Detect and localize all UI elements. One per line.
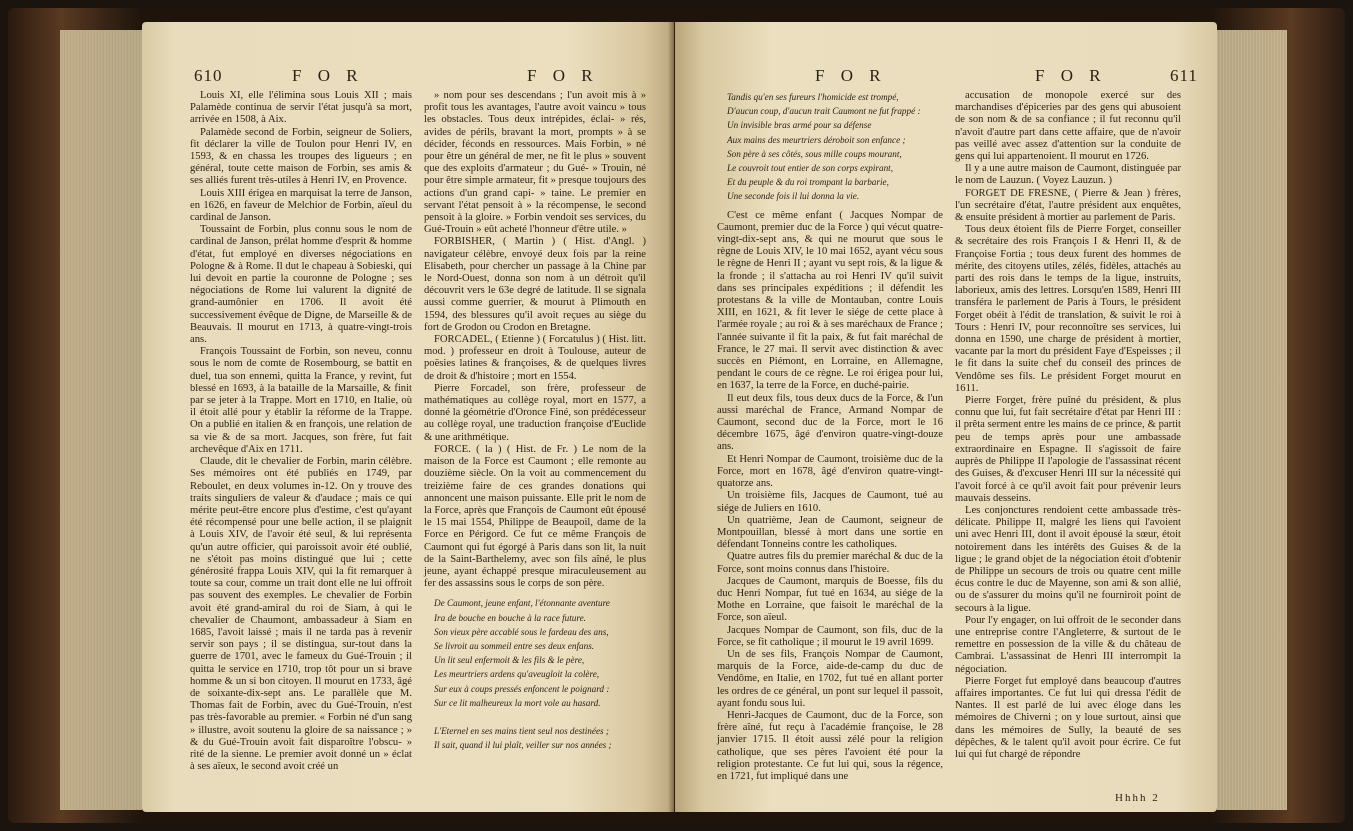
verse-line: Ira de bouche en bouche à la race future.: [434, 612, 586, 623]
paragraph: Henri-Jacques de Caumont, duc de la Force, son frère aîné, fut reçu à l'académie françoise, le 28 janvier 1715. Il étoit aussi zélé pour la religion catholique, que ses pères l'avoient été pour la religion protestante. Ce fut lui qui, sous la régence, en 1721, fut impliqué dans une: [717, 709, 943, 782]
right-head-word-2: F O R: [1035, 66, 1107, 85]
page-edges-left: [60, 30, 142, 810]
right-verse: [727, 90, 943, 204]
paragraph: Claude, dit le chevalier de Forbin, marin célèbre. Ses mémoires ont été publiés en 1749, par Reboulet, en deux volumes in-12. On y trouve des traits singuliers de valeur & d'audace ; mais ce qui mérite peut-être encore plus d'estime, c'est qu'ayant été récompensé pour une belle action, il se plaignit à Louis XIV, de l'avoir été seul, & lui représenta qu'un autre officier, qui paroissoit avoir été oublié, ne s'étoit pas moins distingué que lui ; cette générosité frappa Louis XIV, qui la fit remarquer à toute sa cour, comme un trait dont elle ne lui offroit pas souvent des exemples. Le chevalier de Forbin avoit été grand-amiral du roi de Siam, à qui le chevalier de Chaumont, ambassadeur à Siam en 1685, l'avoit laissé ; mais il ne tarda pas à revenir servir son pays ; il se distingua, sur-tout dans la guerre de 1701, avec le fameux du Gué-Trouin ; il quitta le service en 1710, trop tôt pour un si brave homme & un si bon citoyen. Il mourut en 1733, âgé de soixante-dix-sept ans. Le parallèle que M. Thomas fait de Forbin, avec du Gué-Trouin, n'est pas très-favorable au premier. « Forbin né d'un sang » illustre, avoit soutenu la gloire de sa naissance ; » & du Gué-Trouin avoit fait disparoître l'obscu- » rité de la sienne. Le premier avoit donné un » éclat à ses aïeux, le second avoit créé un: [190, 456, 412, 773]
right-column-1: [717, 90, 943, 804]
verse-line: Il sait, quand il lui plaît, veiller sur nos années ;: [434, 740, 612, 751]
paragraph: Les conjonctures rendoient cette ambassade très-délicate. Philippe II, malgré les liens qui l'avoient uni avec Henri III, dont il avoit épousé la sœur, étoit notoirement dans les intérêts des Guises & de la ligue ; le grand objet de la négociation étoit d'obtenir de Philippe un secours de trois ou quatre cent mille écus contre le duc de Mayenne, son ami & son allié, ou de s'assurer du moins qu'il ne fourniroit point de secours à la ligue.: [955, 504, 1181, 614]
paragraph: Pour l'y engager, on lui offroit de le seconder dans une entreprise contre l'Angleterre, & surtout de le remettre en possession de la ville & du château de Cambrai. L'assassinat de Henri III interrompit la négociation.: [955, 614, 1181, 675]
paragraph: C'est ce même enfant ( Jacques Nompar de Caumont, premier duc de la Force ) qui vécut quatre-vingt-dix-sept ans, & qui ne mourut que sous le règne de Louis XIV, le 10 mai 1652, ayant vécu sous le règne de Henri II ; ayant vu sept rois, & la ligue & la fronde ; il s'attacha au roi Henri IV qu'il suivit dans ses principales expéditions ; il défendit les protestans & la ville de Montauban, contre Louis XIII, en 1621, & fit lever le siége de cette place à l'armée royale ; au roi & à ses maréchaux de France ; l'année suivante il fit la paix, & fut fait maréchal de France, le 27 mai. Il servit avec distinction & avec succès en Piémont, en Lorraine, en Allemagne, pendant le cours de ce règne. Le roi érigea pour lui, en 1637, la terre de la Force, en duché-pairie.: [717, 209, 943, 392]
paragraph: François Toussaint de Forbin, son neveu, connu sous le nom de comte de Rosembourg, se battit en duel, tua son ennemi, quitta la France, y revint, fut blessé en 1693, à la bataille de la Marsaille, & finit par se jeter à la Trappe. Mort en 1710, en Italie, où il étoit allé pour y établir la réforme de la Trappe. On a publié en italien & en françois, une relation de sa vie & de sa mort. Jacques, son frère, fut fait archevêque d'Aix en 1711.: [190, 346, 412, 455]
left-column-2: [424, 90, 646, 804]
paragraph: Un troisième fils, Jacques de Caumont, tué au siége de Juliers en 1610.: [717, 490, 943, 514]
paragraph: Il y a une autre maison de Caumont, distinguée par le nom de Lauzun. ( Voyez Lauzun. ): [955, 163, 1181, 187]
paragraph: Un quatrième, Jean de Caumont, seigneur de Montpouillan, blessé à mort dans une sortie en défendant Tonneins contre les catholiques.: [717, 514, 943, 551]
left-page: [142, 22, 674, 812]
verse-line: De Caumont, jeune enfant, l'étonnante aventure: [434, 598, 610, 609]
paragraph: » nom pour ses descendans ; l'un avoit mis à » profit tous les avantages, l'autre avoit vaincu » tous les obstacles. Tous deux intrépides, éclai- » rés, avides de périls, bravant la mort, prompts » à se décider, féconds en ressources. Mais Forbin, » né pour être un général de mer, ne fit le plus » souvent que des exploits d'armateur ; du Gué- » Trouin, né pour être simple armateur, fit » presque toujours des actions d'un grand capi- » taine. Le premier en servant l'état pensoit à » la récompense, le second pensoit à la gloire. » Forbin vendoit ses services, du Gué-Trouin » eût acheté l'honneur d'être utile. »: [424, 90, 646, 236]
paragraph: FORGET DE FRESNE, ( Pierre & Jean ) frères, l'un secrétaire d'état, l'autre président aux enquêtes, & ensuite président à mortier au parlement de Paris.: [955, 187, 1181, 224]
verse-line: Aux mains des meurtriers déroboit son enfance ;: [727, 134, 906, 145]
right-page: [675, 22, 1217, 812]
verse-line: Se livroit au sommeil entre ses deux enfans.: [434, 640, 595, 651]
left-head-word-2: F O R: [527, 66, 599, 85]
paragraph: Louis XI, elle l'élimina sous Louis XII ; mais Palamède continua de servir l'état jusqu'à sa mort, arrivée en 1508, à Aix.: [190, 90, 412, 126]
verse-line: Un lit seul enfermoit & les fils & le père,: [434, 655, 585, 666]
paragraph: Quatre autres fils du premier maréchal & duc de la Force, sont moins connus dans l'histoire.: [717, 551, 943, 575]
verse-line: Sur ce lit malheureux la mort vole au hasard.: [434, 697, 601, 708]
verse-line: Et du peuple & du roi trompant la barbarie,: [727, 177, 889, 188]
left-head-word-1: F O R: [292, 66, 364, 85]
paragraph: Palamède second de Forbin, seigneur de Soliers, fit déclarer la ville de Toulon pour Henri IV, en 1593, & en chassa les troupes des ligueurs ; en général, toute cette maison de Forbin, ses amis & ses alliés furent très-utiles à Henri IV, en Provence.: [190, 126, 412, 187]
verse-line: Sur eux à coups pressés enfoncent le poignard :: [434, 683, 610, 694]
left-verse: [434, 596, 646, 752]
left-column-1: [190, 90, 412, 804]
left-page-number: 610: [194, 66, 223, 85]
page-edges-right: [1217, 30, 1287, 810]
verse-line: Un invisible bras armé pour sa défense: [727, 120, 872, 131]
paragraph: Un de ses fils, François Nompar de Caumont, marquis de la Force, aide-de-camp du duc de Vendôme, en Italie, en 1702, fut tué en allant porter les ordres de ce général, un pont sur lequel il passoit, ayant fondu sous lui.: [717, 648, 943, 709]
paragraph: Et Henri Nompar de Caumont, troisième duc de la Force, mort en 1678, âgé d'environ quatre-vingt-quatorze ans.: [717, 453, 943, 490]
paragraph: Tous deux étoient fils de Pierre Forget, conseiller & secrétaire des rois François I & Henri II, & de Françoise Fortia ; tous deux furent des hommes de mérite, des citoyens utiles, zélés, fidèles, attachés au parti des rois dans le temps de la ligue, instruits, laborieux, amis des lettres. Lorsqu'en 1589, Henri III transféra le parlement de Paris à Tours, le président Forget obéit à l'édit de translation, & suivit le roi à Tours : Henri IV, pour reconnoître ses services, lui donna en 1590, une charge de président à mortier, vacante par la mort du président Faye d'Espeisses ; il le fit dans la suite chef du conseil des princes de Vendôme ses fils. Le président Forget mourut en 1611.: [955, 224, 1181, 394]
paragraph: Pierre Forget, frère puîné du président, & plus connu que lui, fut fait secrétaire d'état par Henri III : il prêta serment entre les mains de ce prince, & partit peu de temps après pour une ambassade extraordinaire en Espagne. Il s'agissoit de faire auprès de Philippe II l'apologie de l'assassinat récent des Guises, & d'excuser Henri III sur la nécessité qui l'avoit forcé à ce qu'il avoit fait pour prévenir leurs mauvais desseins.: [955, 395, 1181, 504]
right-running-head: [675, 66, 1217, 92]
verse-line: Les meurtriers ardens qu'aveugloit la colère,: [434, 669, 600, 680]
signature-mark: Hhhh 2: [1115, 792, 1160, 804]
paragraph: Jacques de Caumont, marquis de Boesse, fils du duc Henri Nompar, fut tué en 1634, au siége de la Mothe en Lorraine, que faisoit le maréchal de la Force, son aïeul.: [717, 575, 943, 624]
paragraph: Pierre Forget fut employé dans beaucoup d'autres affaires importantes. Ce fut lui qui dressa l'édit de Nantes. Il est parlé de lui avec éloge dans les mémoires de Chiverni ; on y loue surtout, ainsi que dans les mémoires de Sully, la beauté de ses dépêches, & le talent qu'il avoit pour écrire. Ce fut lui qui fut chargé de répondre: [955, 675, 1181, 760]
verse-line: Une seconde fois il lui donna la vie.: [727, 191, 860, 202]
verse-line: Son père à ses côtés, sous mille coups mourant,: [727, 148, 902, 159]
paragraph: FORBISHER, ( Martin ) ( Hist. d'Angl. ) navigateur célèbre, envoyé deux fois par la reine Elisabeth, pour chercher un passage à la Chine par le Nord-Ouest, donna son nom à un détroit qu'il découvrit vers le 63e degré de latitude. Il se signala aussi comme guerrier, & mourut à Plimouth en 1594, des blessures qu'il avoit reçues au siège du fort de Grodon ou Crodon en Bretagne.: [424, 236, 646, 333]
paragraph: Jacques Nompar de Caumont, son fils, duc de la Force, se fit catholique ; il mourut le 19 avril 1699.: [717, 624, 943, 648]
paragraph: accusation de monopole exercé sur des marchandises d'épiceries par des gens qui abusoient de son nom & de sa confiance ; il fut reconnu qu'il n'avoit d'autre part dans cette affaire, que de n'avoir pas veillé avec assez d'attention sur la conduite de gens qui lui appartenoient. Il mourut en 1726.: [955, 90, 1181, 163]
paragraph: Pierre Forcadel, son frère, professeur de mathématiques au collège royal, mort en 1577, a donné la géométrie d'Oronce Finé, son prédécesseur au collège royal, une traduction françoise d'Euclide & une arithmétique.: [424, 382, 646, 443]
paragraph: Il eut deux fils, tous deux ducs de la Force, & l'un aussi maréchal de France, Armand Nompar de Caumont, second duc de la Force, mort le 16 décembre 1675, âgé d'environ quatre-vingt-douze ans.: [717, 392, 943, 453]
verse-line: Tandis qu'en ses fureurs l'homicide est trompé,: [727, 92, 899, 102]
verse-line: D'aucun coup, d'aucun trait Caumont ne fut frappé :: [727, 106, 921, 117]
paragraph: FORCADEL, ( Etienne ) ( Forcatulus ) ( Hist. litt. mod. ) professeur en droit à Toulouse, auteur de poësies latines & françoises, & de quelques livres de droit & d'histoire ; mort en 1554.: [424, 334, 646, 382]
verse-line: Son vieux père accablé sous le fardeau des ans,: [434, 626, 609, 637]
verse-line: L'Eternel en ses mains tient seul nos destinées ;: [434, 726, 609, 737]
right-head-word-1: F O R: [815, 66, 887, 85]
right-column-2: [955, 90, 1181, 790]
verse-line: [434, 710, 646, 724]
paragraph: Louis XIII érigea en marquisat la terre de Janson, en 1626, en faveur de Melchior de Forbin, aïeul du cardinal de Janson.: [190, 187, 412, 224]
right-page-number: 611: [1170, 66, 1198, 85]
left-running-head: [142, 66, 674, 92]
paragraph: FORCE. ( la ) ( Hist. de Fr. ) Le nom de la maison de la Force est Caumont ; elle remonte au douzième siècle. On la voit au commencement du treizième faire de ces grandes donations qui annoncent une maison puissante. Elle prit le nom de la Force, après que François de Caumont eût épousé le 15 mai 1554, Philippe de Beaupoil, dame de la Force en Périgord. Ce fut ce même François de Caumont qui fut égorgé à Paris dans son lit, la nuit de la Saint-Barthelemy, avec son fils aîné, le plus jeune, ayant échappé presque miraculeusement au fer des assassins sous le corps de son père.: [424, 443, 646, 590]
verse-line: Le couvroit tout entier de son corps expirant,: [727, 163, 894, 174]
paragraph: Toussaint de Forbin, plus connu sous le nom de cardinal de Janson, prélat homme d'esprit & homme d'état, fut employé en diverses négociations en Pologne & à Rome. Il dut le chapeau à Sobieski, qui lui devoit en partie la couronne de Pologne ; ses négociations de Rome lui valurent la dignité de grand-aumônier en 1706. Il avoit été successivement évêque de Digne, de Marseille & de Beauvais. Il mourut en 1713, à quatre-vingt-trois ans.: [190, 224, 412, 346]
